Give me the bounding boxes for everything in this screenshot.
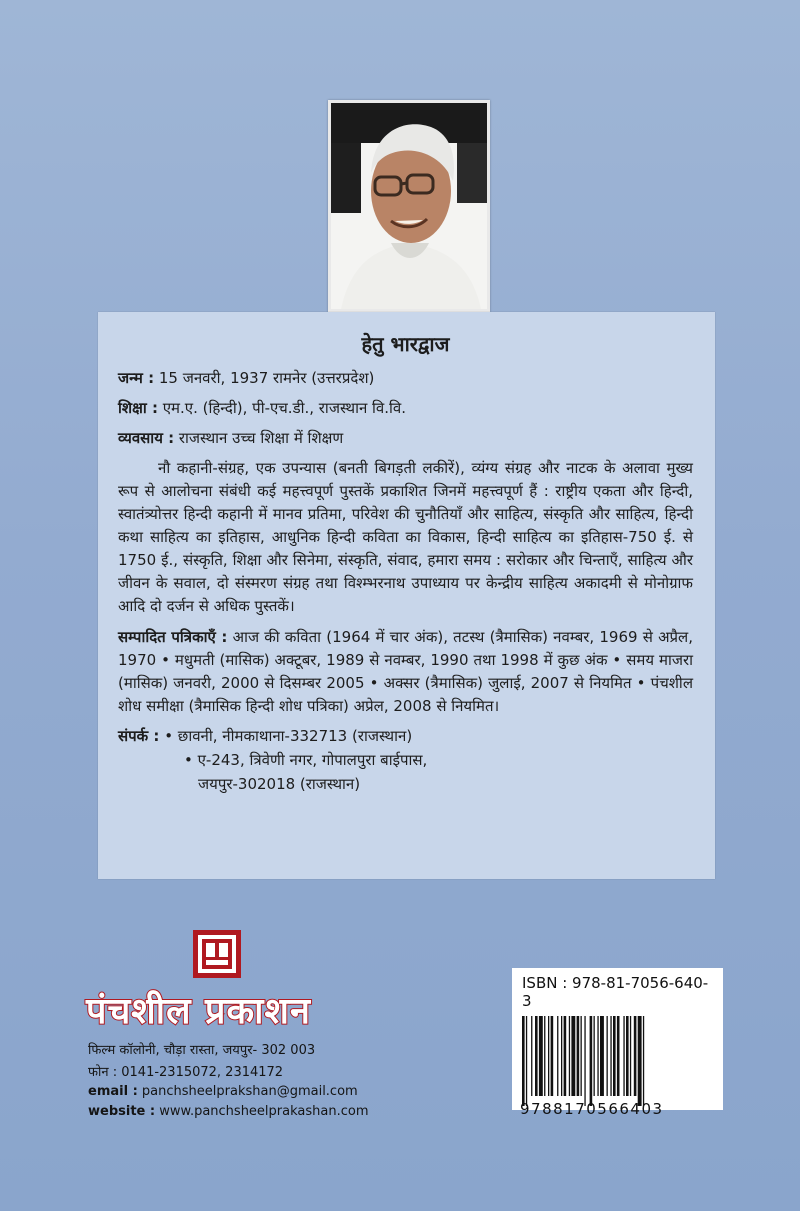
author-name: हेतु भारद्वाज — [361, 332, 450, 356]
author-portrait-image — [331, 103, 487, 309]
barcode-bar — [531, 1016, 532, 1096]
barcode-digits: 9788170566403 — [520, 1100, 664, 1118]
isbn-panel — [512, 968, 723, 1118]
barcode-bar — [544, 1016, 545, 1096]
barcode-bar — [551, 1016, 554, 1096]
publisher-website-row — [88, 1104, 368, 1119]
barcode-bar — [626, 1016, 629, 1096]
barcode-bar — [610, 1016, 611, 1096]
website-label: website : — [88, 1104, 156, 1119]
email-label: email : — [88, 1084, 138, 1099]
barcode-bar — [597, 1016, 598, 1096]
education-row — [118, 397, 693, 419]
barcode-bar — [590, 1016, 593, 1106]
barcode-bar — [607, 1016, 608, 1096]
publisher-name: पंचशील प्रकाशन — [86, 991, 311, 1032]
barcode-bar — [643, 1016, 644, 1106]
edited-value: आज की कविता (1964 में चार अंक), तटस्थ (त्रैमासिक) नवम्बर, 1969 से अप्रैल, 1970 • मधुमती (मासिक) अक्टूबर, 1989 से नवम्बर, 1990 तथा 1998 में कुछ अंक • समय माजरा (मासिक) जनवरी, 2000 से दिसम्बर 2005 • अक्सर (त्रैमासिक) जुलाई, 2007 से नियमित • पंचशील शोध समीक्षा (त्रैमासिक हिन्दी शोध पत्रिका) अप्रेल, 2008 से नियमित। — [118, 628, 693, 715]
barcode-bar — [581, 1016, 582, 1096]
author-photo — [328, 100, 490, 312]
publisher-website-link[interactable]: www.panchsheelprakashan.com — [159, 1104, 369, 1119]
barcode-bar — [630, 1016, 631, 1096]
contact-address-1: • छावनी, नीमकाथाना-332713 (राजस्थान) — [164, 727, 413, 745]
profession-value: राजस्थान उच्च शिक्षा में शिक्षण — [178, 429, 344, 447]
barcode-bar — [526, 1016, 527, 1106]
barcode-bar — [634, 1016, 637, 1096]
publisher-address: फिल्म कॉलोनी, चौड़ा रास्ता, जयपुर- 302 003 — [88, 1043, 316, 1058]
contact-block — [118, 724, 693, 796]
barcode-bar — [535, 1016, 538, 1096]
publisher-email-row — [88, 1084, 358, 1099]
barcode-bar — [571, 1016, 575, 1096]
barcode-bar — [557, 1016, 558, 1096]
barcode-bar — [584, 1016, 585, 1106]
publisher-logo-icon — [193, 930, 241, 978]
edited-magazines — [118, 626, 693, 718]
birth-row — [118, 367, 693, 389]
education-label: शिक्षा : — [118, 399, 158, 417]
birth-value: 15 जनवरी, 1937 रामनेर (उत्तरप्रदेश) — [158, 369, 375, 387]
birth-label: जन्म : — [118, 369, 155, 387]
barcode-bar — [522, 1016, 525, 1106]
barcode-bar — [600, 1016, 604, 1096]
author-bio-panel — [98, 312, 715, 879]
barcode-bar — [623, 1016, 624, 1096]
isbn-label: ISBN : 978-81-7056-640-3 — [522, 974, 709, 1010]
profession-label: व्यवसाय : — [118, 429, 175, 447]
barcode-graphic — [520, 1016, 715, 1106]
barcode-bar — [613, 1016, 616, 1096]
barcode-bar — [561, 1016, 562, 1096]
contact-line-1 — [118, 724, 693, 748]
education-value: एम.ए. (हिन्दी), पी-एच.डी., राजस्थान वि.वि. — [162, 399, 407, 417]
barcode-bar — [617, 1016, 620, 1096]
publisher-phone: फोन : 0141-2315072, 2314172 — [88, 1065, 284, 1080]
barcode-bar — [569, 1016, 570, 1096]
works-paragraph: नौ कहानी-संग्रह, एक उपन्यास (बनती बिगड़ती लकीरें), व्यंग्य संग्रह और नाटक के अलावा मुख्य रूप से आलोचना संबंधी कई महत्त्वपूर्ण पुस्तकें प्रकाशित जिनमें महत्त्वपूर्ण हैं : राष्ट्रीय एकता और हिन्दी, स्वातंत्र्योत्तर हिन्दी कहानी में मानव प्रतिमा, परिवेश की चुनौतियाँ और साहित्य, संस्कृति और साहित्य, हिन्दी कथा साहित्य का इतिहास, आधुनिक हिन्दी कविता का विकास, हिन्दी साहित्य का इतिहास-750 ई. से 1750 ई., संस्कृति, शिक्षा और सिनेमा, संस्कृति, संवाद, हमारा समय : सरोकार और चिन्ताएँ, साहित्य और जीवन के सवाल, दो संस्मरण संग्रह तथा विश्म्भरनाथ उपाध्याय पर केन्द्रीय साहित्य अकादमी से मोनोग्राफ आदि दो दर्जन से अधिक पुस्तकें। — [118, 459, 693, 615]
barcode-bar — [638, 1016, 642, 1106]
barcode-bar — [577, 1016, 580, 1096]
barcode-bar — [539, 1016, 543, 1096]
barcode-bar — [564, 1016, 567, 1096]
contact-address-3: जयपुर-302018 (राजस्थान) — [198, 775, 361, 793]
publisher-email-link[interactable]: panchsheelprakshan@gmail.com — [141, 1084, 358, 1099]
barcode-bar — [548, 1016, 549, 1096]
barcode-bar — [594, 1016, 595, 1096]
contact-address-2: • ए-243, त्रिवेणी नगर, गोपालपुरा बाईपास, — [184, 751, 428, 769]
contact-label: संपर्क : — [118, 727, 160, 745]
edited-label: सम्पादित पत्रिकाएँ : — [118, 628, 228, 646]
profession-row — [118, 427, 693, 449]
